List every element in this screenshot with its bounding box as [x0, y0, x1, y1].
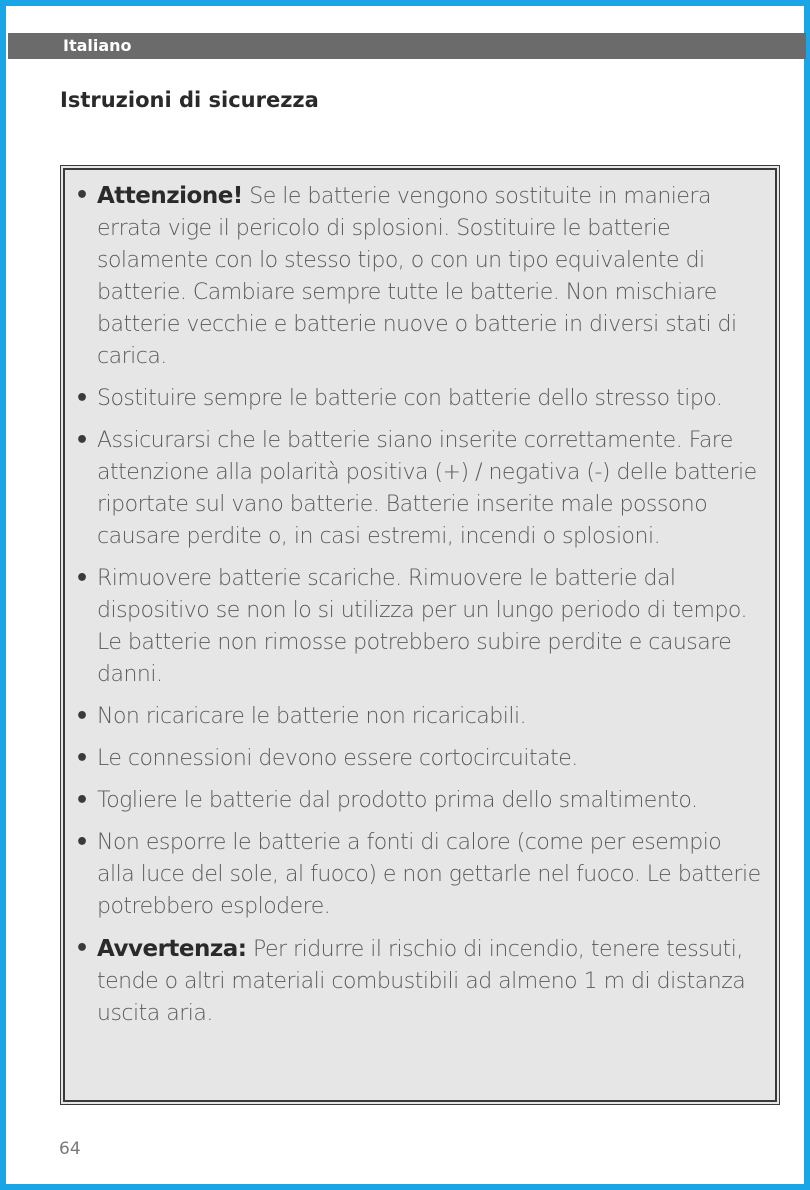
item-text: Se le batterie vengono sostituite in maniera errata vige il pericolo di splosioni. Sostituire le batterie solamente con lo stesso tipo, o con un tipo equivalente di batterie. Cambiare sempre tutte le batterie. Non mischiare batterie vecchie e batterie nuove o batterie in diversi stati di carica. [97, 184, 737, 369]
bullet-icon: • [75, 704, 89, 729]
item-text: Togliere le batterie dal prodotto prima dello smaltimento. [97, 788, 698, 813]
bullet-icon: • [75, 746, 89, 771]
list-item [73, 785, 763, 817]
item-text: Non esporre le batterie a fonti di calore (come per esempio alla luce del sole, al fuoco) e non gettarle nel fuoco. Le batterie potrebbero esplodere. [97, 830, 761, 919]
list-item [73, 827, 763, 923]
bullet-icon: • [75, 936, 89, 961]
list-item [73, 933, 763, 1030]
page-number: 64 [59, 1139, 81, 1159]
bullet-icon: • [75, 566, 89, 591]
section-title: Istruzioni di sicurezza [60, 88, 319, 112]
item-text: Per ridurre il rischio di incendio, tenere tessuti, tende o altri materiali combustibili ad almeno 1 m di distanza uscita aria. [97, 937, 746, 1026]
item-text: Non ricaricare le batterie non ricaricabili. [97, 704, 527, 729]
bullet-icon: • [75, 428, 89, 453]
language-header-bar [8, 33, 806, 59]
bullet-icon: • [75, 183, 89, 208]
item-text: Rimuovere batterie scariche. Rimuovere le batterie dal dispositivo se non lo si utilizza per un lungo periodo di tempo. Le batterie non rimosse potrebbero subire perdite e causare danni. [97, 566, 747, 687]
warning-lead: Attenzione! [97, 183, 243, 209]
bullet-icon: • [75, 830, 89, 855]
list-item [73, 563, 763, 691]
list-item [73, 383, 763, 415]
list-item [73, 743, 763, 775]
list-item [73, 180, 763, 373]
bullet-icon: • [75, 386, 89, 411]
language-label: Italiano [63, 36, 132, 55]
bullet-icon: • [75, 788, 89, 813]
safety-instructions-box [60, 165, 780, 1105]
list-item [73, 425, 763, 553]
warning-lead: Avvertenza: [97, 936, 247, 962]
list-item [73, 701, 763, 733]
safety-instructions-list [61, 166, 779, 1030]
item-text: Sostituire sempre le batterie con batterie dello stresso tipo. [97, 386, 723, 411]
item-text: Le connessioni devono essere cortocircuitate. [97, 746, 578, 771]
item-text: Assicurarsi che le batterie siano inserite correttamente. Fare attenzione alla polarità positiva (+) / negativa (-) delle batterie riportate sul vano batterie. Batterie inserite male possono causare perdite o, in casi estremi, incendi o splosioni. [97, 428, 757, 549]
